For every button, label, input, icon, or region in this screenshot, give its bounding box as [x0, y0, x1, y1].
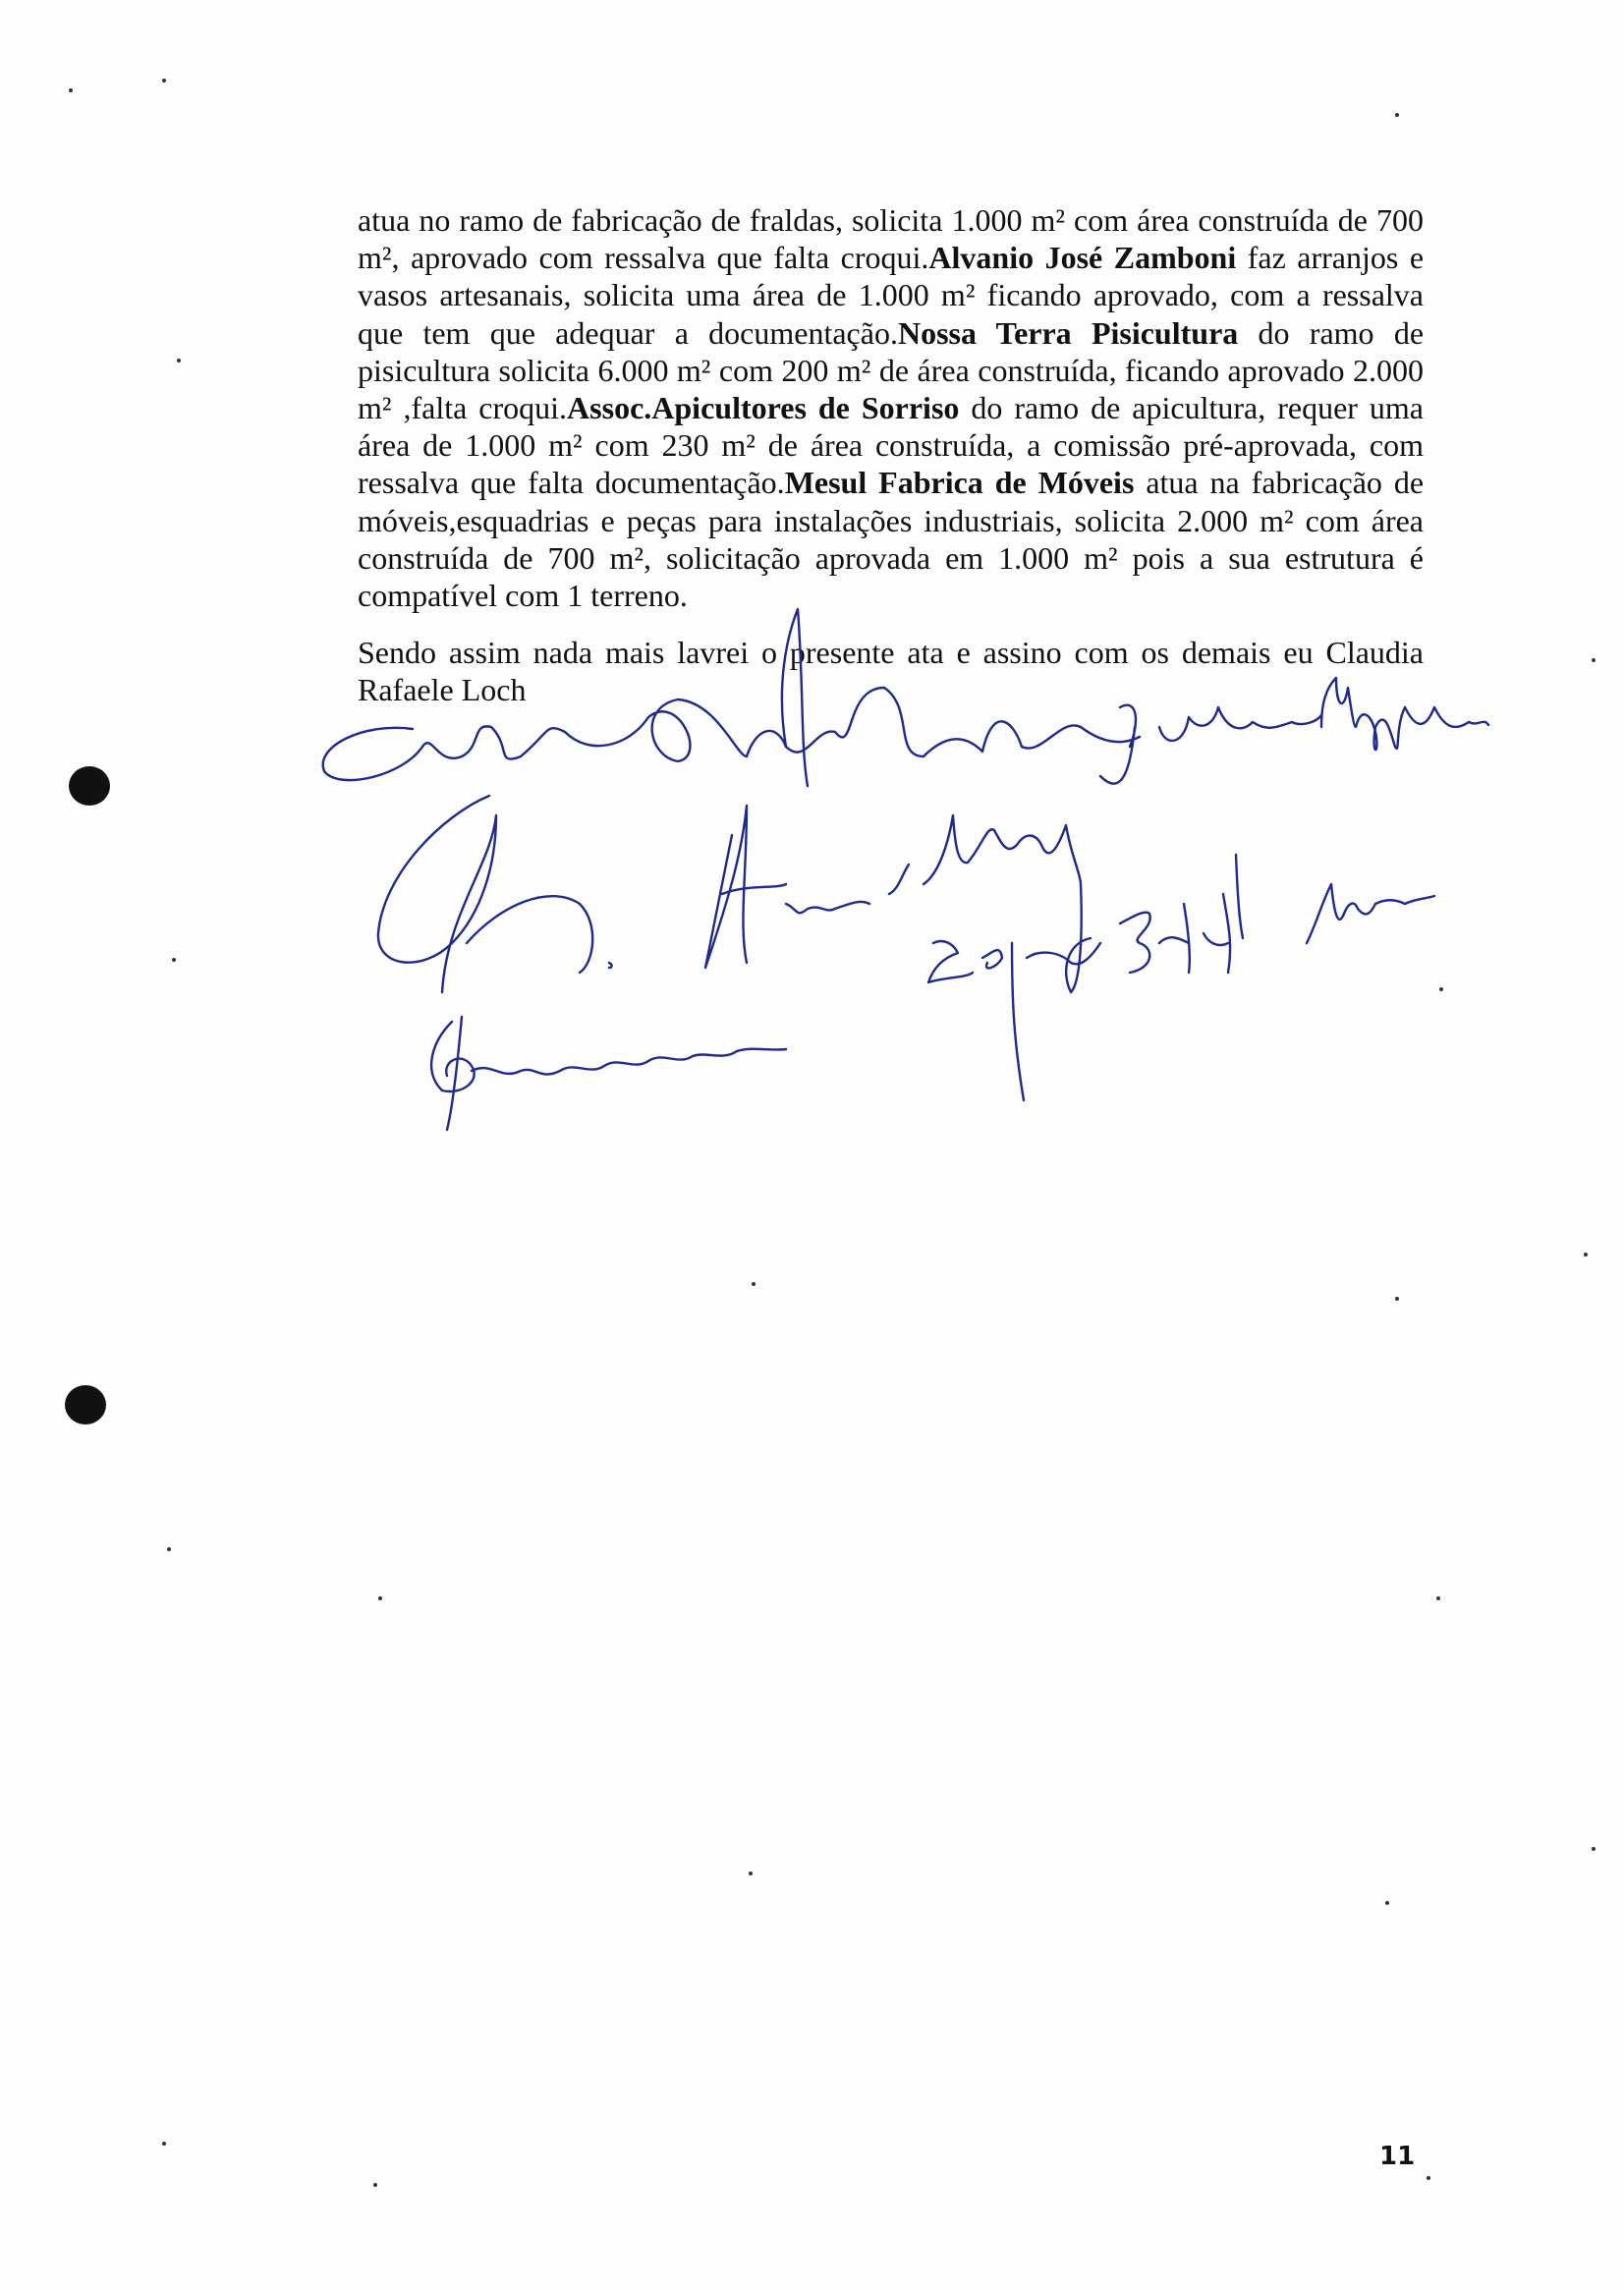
signature-loop	[378, 796, 612, 992]
scan-speck	[162, 2142, 166, 2146]
paragraph	[358, 634, 1424, 708]
company-name: Assoc.Apicultores de Sorriso	[567, 390, 960, 426]
scan-speck	[1395, 113, 1399, 117]
scan-speck	[172, 958, 176, 962]
text-run: atua na fabricação de móveis,esquadrias e peças para instalações industriais, solicita 2.000 m² com área construída de 700 m², solicitação aprovada em 1.000 m² pois a sua estrutura é compatível com 1 terreno.	[358, 465, 1425, 614]
signature-rogerio	[928, 855, 1434, 1100]
company-name: Mesul Fabrica de Móveis	[784, 465, 1135, 501]
scan-speck	[167, 1547, 171, 1551]
minutes-text	[358, 201, 1424, 709]
company-name: Alvanio José Zamboni	[928, 240, 1237, 276]
text-run: faz arranjos e vasos artesanais, solicita uma área de 1.000 m² ficando aprovado, com a ressalva que tem que adequar a documentação.	[358, 240, 1425, 351]
punch-hole-bottom	[65, 1385, 106, 1424]
punch-hole-top	[69, 766, 110, 806]
text-run: do ramo de apicultura, requer uma área de 1.000 m² com 230 m² de área construída, a comissão pré-aprovada, com ressalva que falta documentação.	[358, 390, 1425, 501]
scan-speck	[1385, 1901, 1389, 1905]
scan-speck	[177, 359, 181, 363]
scan-speck	[749, 1871, 753, 1875]
signature-alvanio	[705, 806, 1091, 992]
signature-juliano	[1100, 705, 1321, 784]
scan-speck	[1436, 1596, 1440, 1600]
paragraph	[358, 201, 1424, 614]
scan-speck	[1395, 1297, 1399, 1301]
scan-speck	[378, 1596, 382, 1600]
scan-speck	[752, 1282, 756, 1286]
text-run: Sendo assim nada mais lavrei o presente ata e assino com os demais eu Claudia Rafaele Loch	[358, 635, 1424, 708]
scan-speck	[69, 88, 73, 92]
signature-lower	[431, 1017, 786, 1130]
scan-speck	[373, 2183, 377, 2187]
text-run: atua no ramo de fabricação de fraldas, solicita 1.000 m² com área construída de 700 m², aprovado com ressalva que falta croqui.	[358, 202, 1424, 276]
scan-speck	[1439, 987, 1443, 991]
text-run: do ramo de pisicultura solicita 6.000 m² com 200 m² de área construída, ficando aprovado 2.000 m² ,falta croqui.	[358, 314, 1425, 426]
page-number: 11	[1379, 2142, 1416, 2171]
scan-speck	[162, 79, 166, 83]
scan-speck	[1592, 658, 1596, 662]
scan-speck	[1427, 2176, 1430, 2180]
scan-speck	[1584, 1253, 1588, 1257]
scan-speck	[1592, 1847, 1596, 1851]
company-name: Nossa Terra Pisicultura	[897, 314, 1239, 351]
